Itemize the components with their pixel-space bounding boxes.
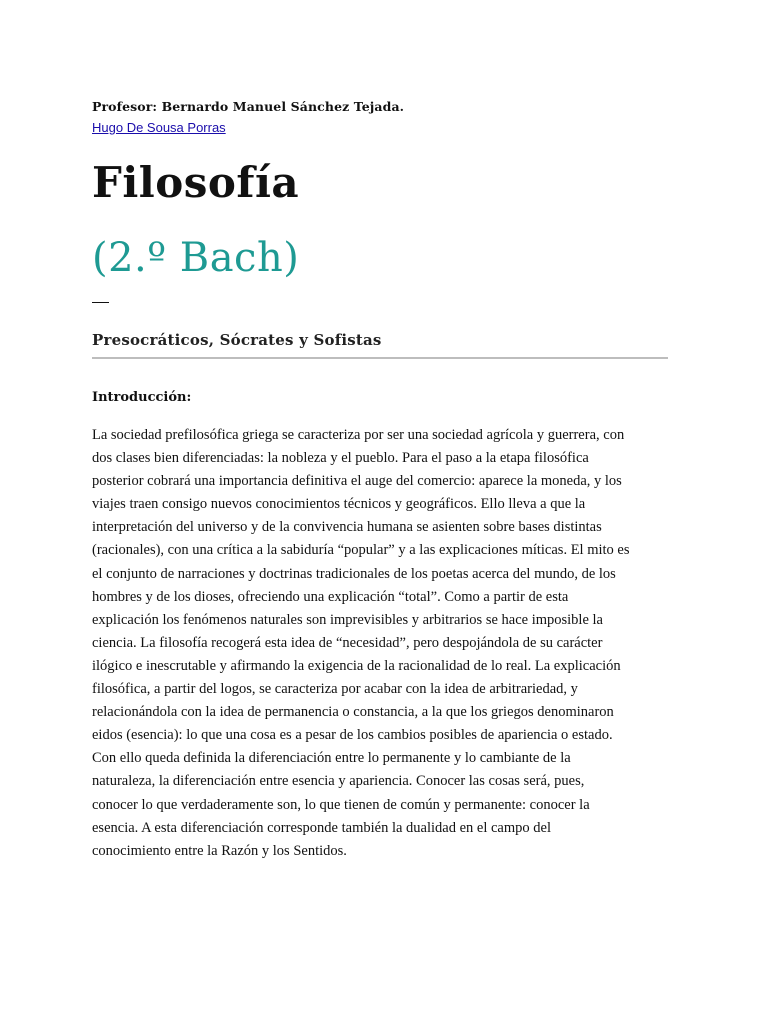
document-title: Filosofía: [92, 158, 300, 207]
paragraph-line: dos clases bien diferenciadas: la nobleza y el pueblo. Para el paso a la etapa filosófica: [92, 450, 589, 467]
paragraph-line: (racionales), con una crítica a la sabiduría “popular” y a las explicaciones míticas. El mito es: [92, 542, 630, 559]
paragraph-line: ilógico e inescrutable y afirmando la exigencia de la racionalidad de lo real. La explicación: [92, 657, 621, 674]
paragraph-line: Con ello queda definida la diferenciación entre lo permanente y lo cambiante de la: [92, 750, 571, 767]
paragraph-line: explicación los fenómenos naturales son imprevisibles y arbitrarios se hace imposible la: [92, 611, 603, 628]
paragraph-line: filosófica, a partir del logos, se caracteriza por acabar con la idea de arbitrariedad, y: [92, 681, 578, 698]
intro-heading: Introducción:: [92, 390, 192, 405]
paragraph-line: hombres y de los dioses, ofreciendo una explicación “total”. Como a partir de esta: [92, 588, 569, 605]
intro-paragraph: [92, 424, 672, 863]
section-divider: [92, 357, 668, 359]
paragraph-line: el conjunto de narraciones y doctrinas tradicionales de los poetas acerca del mundo, de los: [92, 565, 616, 582]
author-link[interactable]: Hugo De Sousa Porras: [92, 120, 226, 135]
paragraph-line: interpretación del universo y de la convivencia humana se asienten sobre bases distintas: [92, 519, 602, 536]
paragraph-line: naturaleza, la diferenciación entre esencia y apariencia. Conocer las cosas será, pues,: [92, 773, 585, 790]
paragraph-line: conocimiento entre la Razón y los Sentidos.: [92, 842, 347, 859]
paragraph-line: posterior cobrará una importancia definitiva el auge del comercio: aparece la moneda, y los: [92, 473, 622, 490]
paragraph-line: relacionándola con la idea de permanencia o constancia, a la que los griegos denominaron: [92, 704, 614, 721]
title-divider: [92, 302, 109, 303]
document-subtitle: (2.º Bach): [92, 235, 300, 281]
paragraph-line: La sociedad prefilosófica griega se caracteriza por ser una sociedad agrícola y guerrera, con: [92, 427, 625, 443]
paragraph-line: conocer lo que verdaderamente son, lo que tienen de común y permanente: conocer la: [92, 796, 590, 813]
professor-name: Profesor: Bernardo Manuel Sánchez Tejada.: [92, 99, 405, 114]
paragraph-line: eidos (esencia): lo que una cosa es a pesar de los cambios posibles de apariencia o estado.: [92, 727, 613, 744]
paragraph-line: ciencia. La filosofía recogerá esta idea de “necesidad”, pero despojándola de su carácter: [92, 634, 603, 651]
section-heading: Presocráticos, Sócrates y Sofistas: [92, 331, 382, 349]
paragraph-line: viajes traen consigo nuevos conocimientos técnicos y geográficos. Ello lleva a que la: [92, 496, 586, 513]
paragraph-line: esencia. A esta diferenciación corresponde también la dualidad en el campo del: [92, 819, 551, 836]
